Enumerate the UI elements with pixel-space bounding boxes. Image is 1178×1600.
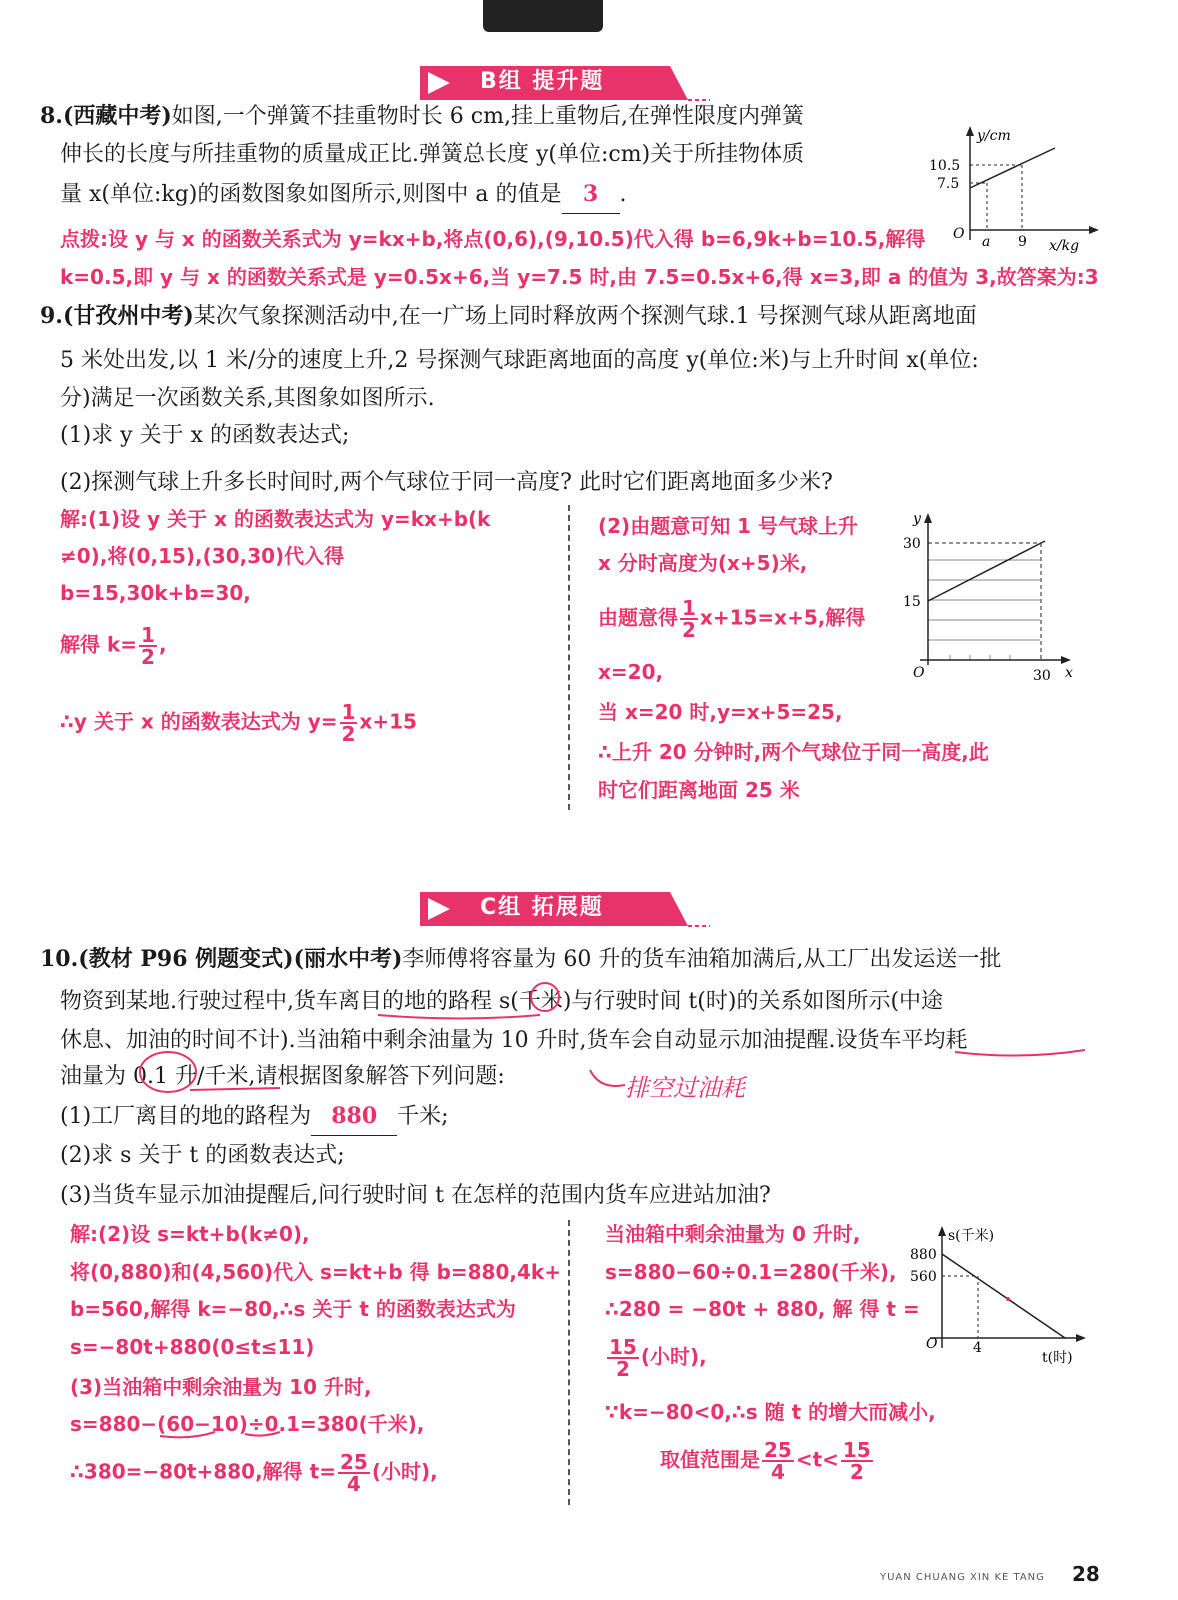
q9-graph xyxy=(895,505,1085,690)
q10-source: (教材 P96 例题变式)(丽水中考) xyxy=(78,946,403,972)
q9-right2: x 分时高度为(x+5)米, xyxy=(598,551,808,575)
q10-sol4: s=−80t+880(0≤t≤11) xyxy=(70,1335,315,1359)
q10-sol7-num: 25 xyxy=(339,1450,368,1474)
q8-source: (西藏中考) xyxy=(62,103,172,129)
top-tab xyxy=(483,0,603,32)
q10-right4 xyxy=(605,1337,707,1379)
q9-right7: 时它们距离地面 25 米 xyxy=(598,778,800,802)
q8-graph-line xyxy=(970,148,1055,188)
q8-y-arrow xyxy=(966,126,974,136)
q10-right2: s=880−60÷0.1=280(千米), xyxy=(605,1260,897,1284)
q9-sol5-den: 2 xyxy=(341,722,356,746)
q10-right6-num2: 15 xyxy=(842,1438,871,1462)
q10-origin: O xyxy=(926,1336,938,1352)
q10-part1-text: (1)工厂离目的地的路程为 xyxy=(60,1104,312,1129)
q10-sol7-end: (小时), xyxy=(371,1459,438,1484)
q8-hint2: k=0.5,即 y 与 x 的函数关系式是 y=0.5x+6,当 y=7.5 时,由 7.5=0.5x+6,得 x=3,即 a 的值为 3,故答案为:3 xyxy=(60,265,1099,289)
banner-b-title: B组 提升题 xyxy=(480,69,605,94)
q10-right4-end: (小时), xyxy=(640,1344,707,1369)
q10-right4-den: 2 xyxy=(615,1357,630,1381)
page-number: 28 xyxy=(1072,1562,1100,1586)
q9-sol4-frac xyxy=(139,625,157,667)
q10-right4-num: 15 xyxy=(609,1335,637,1359)
q9-sol4-text: 解得 k= xyxy=(60,632,138,657)
q10-right1: 当油箱中剩余油量为 0 升时, xyxy=(605,1222,861,1246)
q10-answer: 880 xyxy=(311,1097,397,1136)
q9-part2: (2)探测气球上升多长时间时,两个气球位于同一高度? 此时它们距离地面多少米? xyxy=(60,470,833,495)
q10-right6-text: 取值范围是 xyxy=(660,1447,760,1472)
q9-sol5 xyxy=(60,702,417,744)
q8-answer: 3 xyxy=(562,175,620,214)
q10-xlabel: t(时) xyxy=(1042,1350,1073,1366)
q9-right3-frac xyxy=(680,598,698,640)
q9-sol4-end: , xyxy=(158,632,167,657)
q8-line1 xyxy=(40,97,804,136)
q9-right3-text: 由题意得 xyxy=(598,605,678,630)
q9-right4: x=20, xyxy=(598,660,664,684)
q10-text1: 李师傅将容量为 60 升的货车油箱加满后,从工厂出发运送一批 xyxy=(402,947,1002,972)
q8-x9: 9 xyxy=(1018,234,1027,250)
q9-line1 xyxy=(40,297,977,336)
q8-y105: 10.5 xyxy=(929,158,961,174)
q10-graph xyxy=(900,1220,1090,1370)
q9-sol3: b=15,30k+b=30, xyxy=(60,581,251,605)
banner-b xyxy=(420,62,710,98)
q10-sol1: 解:(2)设 s=kt+b(k≠0), xyxy=(70,1222,310,1246)
q9-part1: (1)求 y 关于 x 的函数表达式; xyxy=(60,423,350,448)
q10-right5: ∵k=−80<0,∴s 随 t 的增大而减小, xyxy=(605,1400,936,1424)
q9-sol5-end: x+15 xyxy=(359,709,417,734)
footer-brand: YUAN CHUANG XIN KE TANG xyxy=(880,1572,1045,1583)
q10-sol7-den: 4 xyxy=(346,1472,361,1496)
q9-y15: 15 xyxy=(903,594,921,610)
q10-divider xyxy=(568,1220,570,1505)
q10-sol7-text: ∴380=−80t+880,解得 t= xyxy=(70,1459,336,1484)
q9-divider xyxy=(568,505,570,810)
q8-y75: 7.5 xyxy=(937,176,960,192)
arrow-mark xyxy=(590,1070,625,1086)
q8-origin: O xyxy=(953,226,965,242)
q10-red-dot xyxy=(1006,1297,1010,1301)
q10-part1 xyxy=(60,1097,449,1136)
q10-sol7 xyxy=(70,1452,438,1494)
q10-sol2: 将(0,880)和(4,560)代入 s=kt+b 得 b=880,4k+ xyxy=(70,1260,561,1284)
q9-number: 9. xyxy=(40,303,63,329)
q10-line1 xyxy=(40,940,1001,979)
q10-part1-end: 千米; xyxy=(397,1104,449,1129)
q10-sol3: b=560,解得 k=−80,∴s 关于 t 的函数表达式为 xyxy=(70,1297,516,1321)
q9-origin: O xyxy=(913,665,925,681)
q9-sol5-text: ∴y 关于 x 的函数表达式为 y= xyxy=(60,709,338,734)
q10-sol5: (3)当油箱中剩余油量为 10 升时, xyxy=(70,1375,372,1399)
q8-ylabel: y/cm xyxy=(977,128,1011,144)
q9-line2: 5 米处出发,以 1 米/分的速度上升,2 号探测气球距离地面的高度 y(单位:米)与上升时间 x(单位: xyxy=(60,348,979,373)
q9-right3-end: x+15=x+5,解得 xyxy=(699,605,866,630)
q10-x-arrow xyxy=(1076,1334,1086,1342)
q8-xa: a xyxy=(982,234,991,250)
q10-right6-den1: 4 xyxy=(770,1460,785,1484)
q8-x-arrow xyxy=(1089,226,1099,234)
q10-right6-frac2 xyxy=(841,1440,873,1482)
q9-y-arrow xyxy=(924,513,932,523)
q8-graph xyxy=(925,120,1105,260)
q8-line3 xyxy=(60,175,627,214)
q10-graph-line xyxy=(942,1254,1065,1338)
handwritten-note: 排空过油耗 xyxy=(625,1074,745,1102)
q8-text1: 如图,一个弹簧不挂重物时长 6 cm,挂上重物后,在弹性限度内弹簧 xyxy=(171,104,804,129)
q9-right3-den: 2 xyxy=(682,618,696,642)
q9-grid xyxy=(928,560,1040,660)
q10-line2: 物资到某地.行驶过程中,货车离目的地的路程 s(千米)与行驶时间 t(时)的关系如图所示(中途 xyxy=(60,989,944,1014)
q9-right5: 当 x=20 时,y=x+5=25, xyxy=(598,700,843,724)
q9-right3-num: 1 xyxy=(682,596,696,620)
q10-right4-frac xyxy=(607,1337,639,1379)
q9-graph-line xyxy=(928,541,1045,601)
q8-xlabel: x/kg xyxy=(1049,238,1080,254)
q10-line3: 休息、加油的时间不计).当油箱中剩余油量为 10 升时,货车会自动显示加油提醒.设货车平均耗 xyxy=(60,1028,968,1053)
q9-sol2: ≠0),将(0,15),(30,30)代入得 xyxy=(60,544,345,568)
underline-mark-2 xyxy=(955,1050,1085,1056)
q9-y30: 30 xyxy=(903,536,921,552)
q9-x30: 30 xyxy=(1033,668,1051,684)
q10-right6-mid: <t< xyxy=(795,1447,839,1472)
q9-sol4 xyxy=(60,625,167,667)
q9-sol4-num: 1 xyxy=(141,623,155,647)
q8-text3-end: . xyxy=(619,182,627,207)
q9-text1: 某次气象探测活动中,在一广场上同时释放两个探测气球.1 号探测气球从距离地面 xyxy=(193,304,977,329)
q10-right6-num1: 25 xyxy=(764,1438,792,1462)
q10-line4: 油量为 0.1 升/千米,请根据图象解答下列问题: xyxy=(60,1064,505,1089)
q10-part3: (3)当货车显示加油提醒后,问行驶时间 t 在怎样的范围内货车应进站加油? xyxy=(60,1183,771,1208)
q10-right3: ∴280 = −80t + 880, 解 得 t = xyxy=(605,1297,920,1321)
q9-sol1: 解:(1)设 y 关于 x 的函数表达式为 y=kx+b(k xyxy=(60,507,491,531)
q9-sol4-den: 2 xyxy=(141,645,155,669)
banner-c-title: C组 拓展题 xyxy=(480,895,604,920)
q10-x4: 4 xyxy=(973,1340,982,1356)
banner-c xyxy=(420,888,710,924)
q8-hint1: 点拨:设 y 与 x 的函数关系式为 y=kx+b,将点(0,6),(9,10.5)代入得 b=6,9k+b=10.5,解得 xyxy=(60,227,926,251)
q8-line2: 伸长的长度与所挂重物的质量成正比.弹簧总长度 y(单位:cm)关于所挂物体质 xyxy=(60,142,805,167)
q9-xlabel: x xyxy=(1065,665,1073,681)
q9-line3: 分)满足一次函数关系,其图象如图所示. xyxy=(60,386,435,411)
q10-y560: 560 xyxy=(910,1269,937,1285)
q10-right6 xyxy=(660,1440,875,1482)
q10-sol6: s=880−(60−10)÷0.1=380(千米), xyxy=(70,1412,425,1436)
q9-sol5-num: 1 xyxy=(341,700,356,724)
q10-y-arrow xyxy=(938,1226,946,1236)
q9-sol5-frac xyxy=(340,702,358,744)
q8-number: 8. xyxy=(40,103,63,129)
q9-right6: ∴上升 20 分钟时,两个气球位于同一高度,此 xyxy=(598,740,989,764)
q10-part2: (2)求 s 关于 t 的函数表达式; xyxy=(60,1143,345,1168)
q9-right3 xyxy=(598,598,865,640)
q10-right6-den2: 2 xyxy=(849,1460,864,1484)
q10-sol7-frac xyxy=(338,1452,370,1494)
q9-ylabel: y xyxy=(913,511,921,527)
q10-right6-frac1 xyxy=(762,1440,794,1482)
q10-number: 10. xyxy=(40,946,79,972)
q9-right1: (2)由题意可知 1 号气球上升 xyxy=(598,514,859,538)
q10-ylabel: s(千米) xyxy=(948,1228,995,1244)
q10-y880: 880 xyxy=(910,1247,937,1263)
q8-text3: 量 x(单位:kg)的函数图象如图所示,则图中 a 的值是 xyxy=(60,182,562,207)
q9-source: (甘孜州中考) xyxy=(62,303,194,329)
q9-x-arrow xyxy=(1061,656,1071,664)
